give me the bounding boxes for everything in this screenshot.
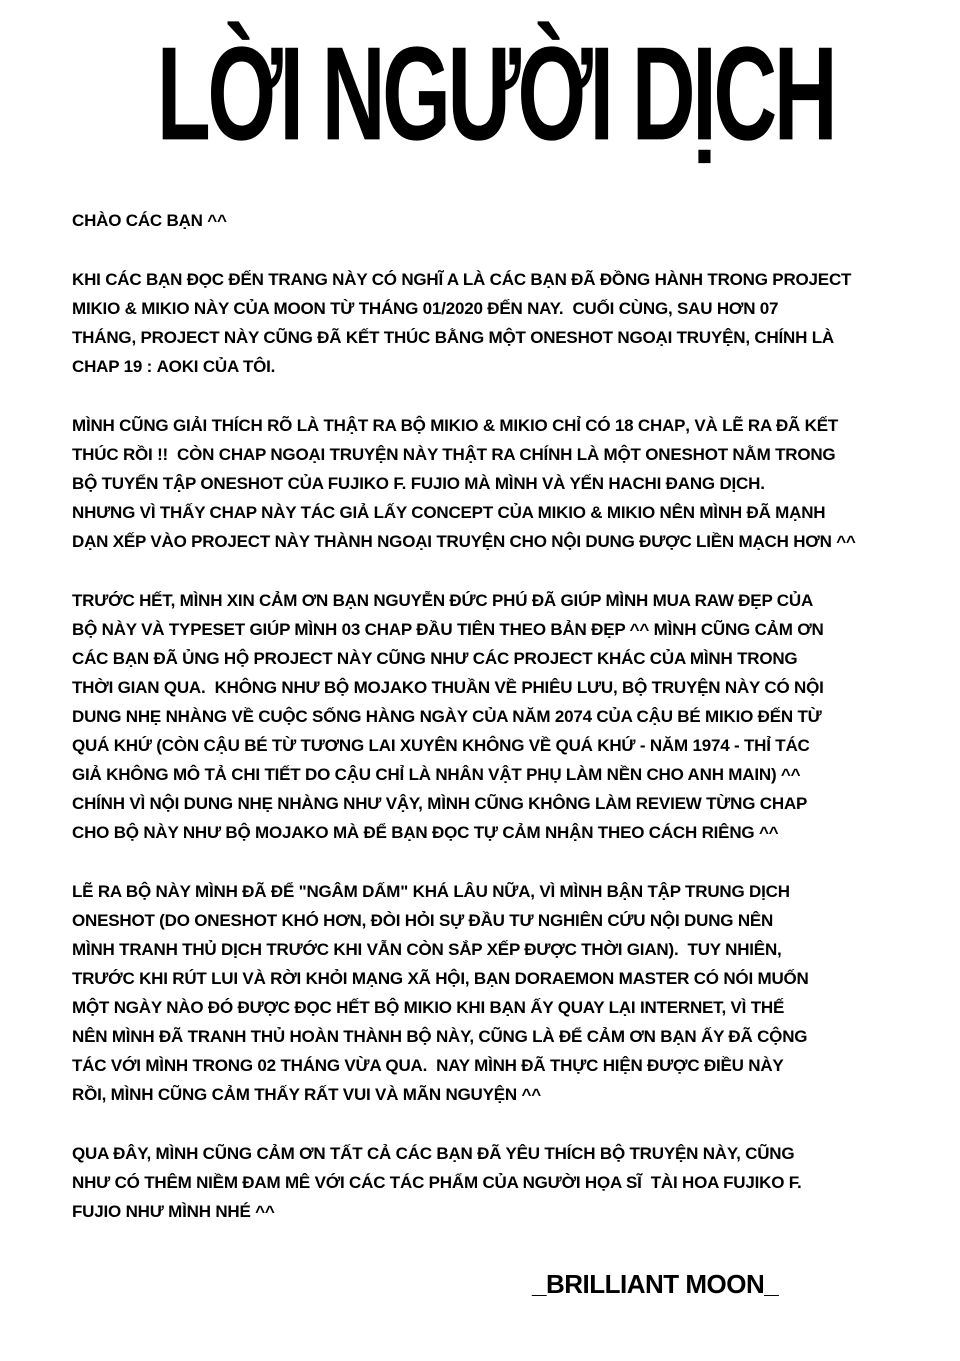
page-title-container — [72, 0, 920, 168]
text-line: FUJIO NHƯ MÌNH NHÉ ^^ — [72, 1202, 275, 1221]
text-line: QUÁ KHỨ (CÒN CẬU BÉ TỪ TƯƠNG LAI XUYÊN KHÔNG VỀ QUÁ KHỨ - NĂM 1974 - THỈ TÁC — [72, 736, 810, 755]
text-line: CHO BỘ NÀY NHƯ BỘ MOJAKO MÀ ĐỂ BẠN ĐỌC TỰ CẢM NHẬN THEO CÁCH RIÊNG ^^ — [72, 823, 779, 842]
text-line: CHAP 19 : AOKI CỦA TÔI. — [72, 357, 276, 376]
text-line: THÁNG, PROJECT NÀY CŨNG ĐÃ KẾT THÚC BẰNG MỘT ONESHOT NGOẠI TRUYỆN, CHÍNH LÀ — [72, 328, 834, 347]
text-line: MIKIO & MIKIO NÀY CỦA MOON TỪ THÁNG 01/2020 ĐẾN NAY. CUỐI CÙNG, SAU HƠN 07 — [72, 299, 779, 318]
text-line: THỜI GIAN QUA. KHÔNG NHƯ BỘ MOJAKO THUẦN VỀ PHIÊU LƯU, BỘ TRUYỆN NÀY CÓ NỘI — [72, 678, 824, 697]
text-line: TRƯỚC HẾT, MÌNH XIN CẢM ƠN BẠN NGUYỄN ĐỨC PHÚ ĐÃ GIÚP MÌNH MUA RAW ĐẸP CỦA — [72, 591, 814, 610]
text-line: NÊN MÌNH ĐÃ TRANH THỦ HOÀN THÀNH BỘ NÀY, CŨNG LÀ ĐỂ CẢM ƠN BẠN ẤY ĐÃ CỘNG — [72, 1027, 808, 1046]
text-line: MÌNH CŨNG GIẢI THÍCH RÕ LÀ THẬT RA BỘ MIKIO & MIKIO CHỈ CÓ 18 CHAP, VÀ LẼ RA ĐÃ KẾT — [72, 416, 839, 435]
page-title: LỜI NGƯỜI DỊCH — [157, 20, 835, 169]
paragraph — [72, 586, 920, 847]
paragraph — [72, 411, 920, 556]
text-line: LẼ RA BỘ NÀY MÌNH ĐÃ ĐỂ "NGÂM DẤM" KHÁ LÂU NỮA, VÌ MÌNH BẬN TẬP TRUNG DỊCH — [72, 882, 790, 901]
text-line: ONESHOT (DO ONESHOT KHÓ HƠN, ĐÒI HỎI SỰ ĐẦU TƯ NGHIÊN CỨU NỘI DUNG NÊN — [72, 911, 774, 930]
text-line: DẠN XẾP VÀO PROJECT NÀY THÀNH NGOẠI TRUYỆN CHO NỘI DUNG ĐƯỢC LIỀN MẠCH HƠN ^^ — [72, 532, 856, 551]
text-line: TRƯỚC KHI RÚT LUI VÀ RỜI KHỎI MẠNG XÃ HỘI, BẠN DORAEMON MASTER CÓ NÓI MUỐN — [72, 969, 809, 988]
text-line: KHI CÁC BẠN ĐỌC ĐẾN TRANG NÀY CÓ NGHĨ A LÀ CÁC BẠN ĐÃ ĐỒNG HÀNH TRONG PROJECT — [72, 270, 852, 289]
signature: _BRILLIANT MOON_ — [532, 1269, 779, 1299]
text-line: MỘT NGÀY NÀO ĐÓ ĐƯỢC ĐỌC HẾT BỘ MIKIO KHI BẠN ẤY QUAY LẠI INTERNET, VÌ THẾ — [72, 998, 785, 1017]
greeting-text: CHÀO CÁC BẠN ^^ — [72, 211, 227, 230]
text-line: BỘ NÀY VÀ TYPESET GIÚP MÌNH 03 CHAP ĐẦU TIÊN THEO BẢN ĐẸP ^^ MÌNH CŨNG CẢM ƠN — [72, 620, 824, 639]
text-line: CHÍNH VÌ NỘI DUNG NHẸ NHÀNG NHƯ VẬY, MÌNH CŨNG KHÔNG LÀM REVIEW TỪNG CHAP — [72, 794, 808, 813]
text-line: THÚC RỒI !! CÒN CHAP NGOẠI TRUYỆN NÀY THẬT RA CHÍNH LÀ MỘT ONESHOT NẰM TRONG — [72, 445, 836, 464]
text-line: NHƯ CÓ THÊM NIỀM ĐAM MÊ VỚI CÁC TÁC PHẨM CỦA NGƯỜI HỌA SĨ TÀI HOA FUJIKO F. — [72, 1173, 802, 1192]
text-line: RỒI, MÌNH CŨNG CẢM THẤY RẤT VUI VÀ MÃN NGUYỆN ^^ — [72, 1085, 541, 1104]
text-line: GIẢ KHÔNG MÔ TẢ CHI TIẾT DO CẬU CHỈ LÀ NHÂN VẬT PHỤ LÀM NỀN CHO ANH MAIN) ^^ — [72, 765, 801, 784]
text-line: MÌNH TRANH THỦ DỊCH TRƯỚC KHI VẪN CÒN SẮP XẾP ĐƯỢC THỜI GIAN). TUY NHIÊN, — [72, 940, 782, 959]
paragraph — [72, 1139, 920, 1226]
paragraph — [72, 877, 920, 1109]
paragraph — [72, 265, 920, 381]
text-line: NHƯNG VÌ THẤY CHAP NÀY TÁC GIẢ LẤY CONCEPT CỦA MIKIO & MIKIO NÊN MÌNH ĐÃ MẠNH — [72, 503, 826, 522]
text-line: QUA ĐÂY, MÌNH CŨNG CẢM ƠN TẤT CẢ CÁC BẠN ĐÃ YÊU THÍCH BỘ TRUYỆN NÀY, CŨNG — [72, 1144, 795, 1163]
paragraphs — [72, 265, 920, 1226]
text-line: TÁC VỚI MÌNH TRONG 02 THÁNG VỪA QUA. NAY MÌNH ĐÃ THỰC HIỆN ĐƯỢC ĐIỀU NÀY — [72, 1056, 784, 1075]
text-line: DUNG NHẸ NHÀNG VỀ CUỘC SỐNG HÀNG NGÀY CỦA NĂM 2074 CỦA CẬU BÉ MIKIO ĐẾN TỪ — [72, 707, 822, 726]
text-line: CÁC BẠN ĐÃ ỦNG HỘ PROJECT NÀY CŨNG NHƯ CÁC PROJECT KHÁC CỦA MÌNH TRONG — [72, 649, 798, 668]
text-line: BỘ TUYỂN TẬP ONESHOT CỦA FUJIKO F. FUJIO MÀ MÌNH VÀ YẾN HACHI ĐANG DỊCH. — [72, 474, 765, 493]
